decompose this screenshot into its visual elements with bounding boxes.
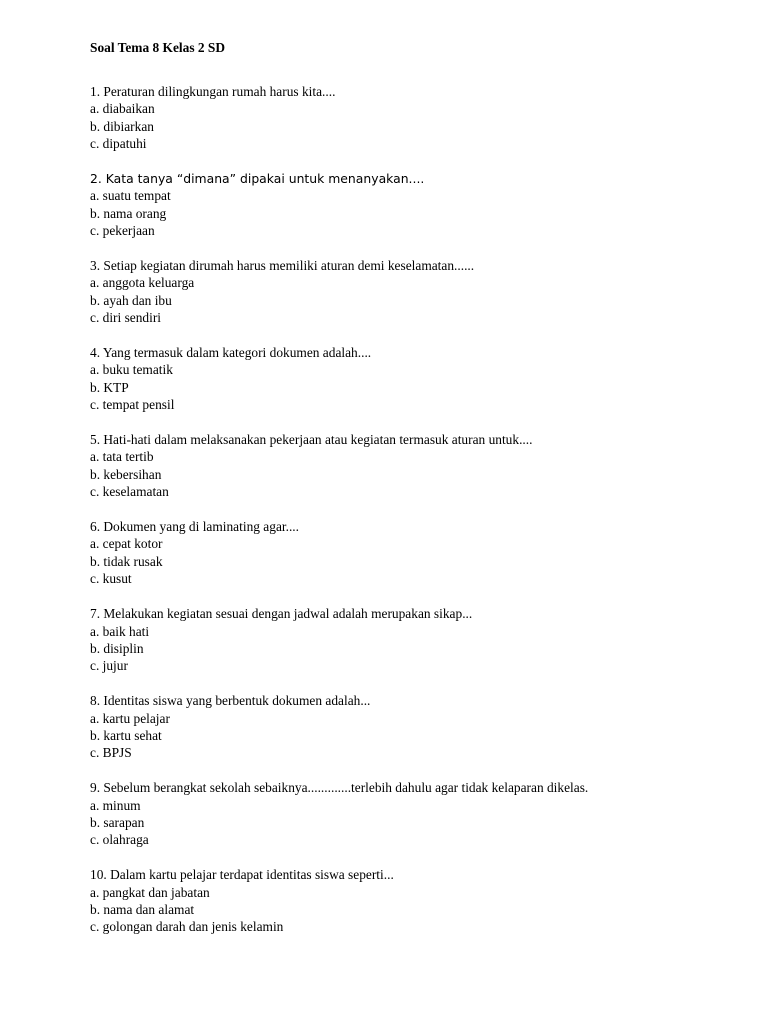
option-c: c. dipatuhi [90,136,147,152]
question-text: 8. Identitas siswa yang berbentuk dokumen adalah... [90,693,371,709]
question-text: 9. Sebelum berangkat sekolah sebaiknya.............terlebih dahulu agar tidak kelaparan dikelas. [90,780,589,796]
option-a: a. kartu pelajar [90,710,170,726]
option-b: b. disiplin [90,640,144,656]
option-c: c. tempat pensil [90,397,175,413]
question-item [90,605,730,675]
option-c: c. olahraga [90,832,149,848]
option-b: b. dibiarkan [90,118,154,134]
question-item [90,170,730,240]
option-a: a. cepat kotor [90,536,163,552]
question-item [90,779,730,849]
option-c: c. pekerjaan [90,223,155,239]
question-text: 7. Melakukan kegiatan sesuai dengan jadwal adalah merupakan sikap... [90,606,473,622]
option-b: b. kebersihan [90,466,162,482]
question-item [90,344,730,414]
option-a: a. suatu tempat [90,188,171,204]
option-c: c. BPJS [90,745,132,761]
option-c: c. jujur [90,658,128,674]
question-text: 10. Dalam kartu pelajar terdapat identitas siswa seperti... [90,867,394,883]
option-b: b. nama dan alamat [90,901,195,917]
option-a: a. minum [90,797,141,813]
option-c: c. keselamatan [90,484,169,500]
question-text: 5. Hati-hati dalam melaksanakan pekerjaan atau kegiatan termasuk aturan untuk.... [90,432,533,448]
question-text: 6. Dokumen yang di laminating agar.... [90,519,299,535]
option-b: b. ayah dan ibu [90,292,172,308]
question-text: 1. Peraturan dilingkungan rumah harus kita.... [90,84,336,99]
option-b: b. KTP [90,379,129,395]
question-item [90,866,730,936]
option-a: a. pangkat dan jabatan [90,884,210,900]
question-text: 4. Yang termasuk dalam kategori dokumen adalah.... [90,345,372,361]
option-a: a. baik hati [90,623,150,639]
option-b: b. nama orang [90,205,167,221]
option-c: c. golongan darah dan jenis kelamin [90,919,284,935]
question-item [90,431,730,501]
question-list [90,83,730,953]
question-item [90,518,730,588]
option-a: a. tata tertib [90,449,154,465]
option-c: c. kusut [90,571,132,587]
question-item [90,83,730,153]
option-a: a. anggota keluarga [90,275,195,291]
question-text: 2. Kata tanya “dimana” dipakai untuk menanyakan.... [90,171,425,187]
option-b: b. kartu sehat [90,727,162,743]
document-title: Soal Tema 8 Kelas 2 SD [90,40,226,55]
question-text: 3. Setiap kegiatan dirumah harus memiliki aturan demi keselamatan...... [90,258,475,274]
option-c: c. diri sendiri [90,310,162,326]
question-item [90,692,730,762]
option-a: a. buku tematik [90,362,173,378]
question-item [90,257,730,327]
option-b: b. tidak rusak [90,553,163,569]
option-a: a. diabaikan [90,101,155,117]
option-b: b. sarapan [90,814,145,830]
